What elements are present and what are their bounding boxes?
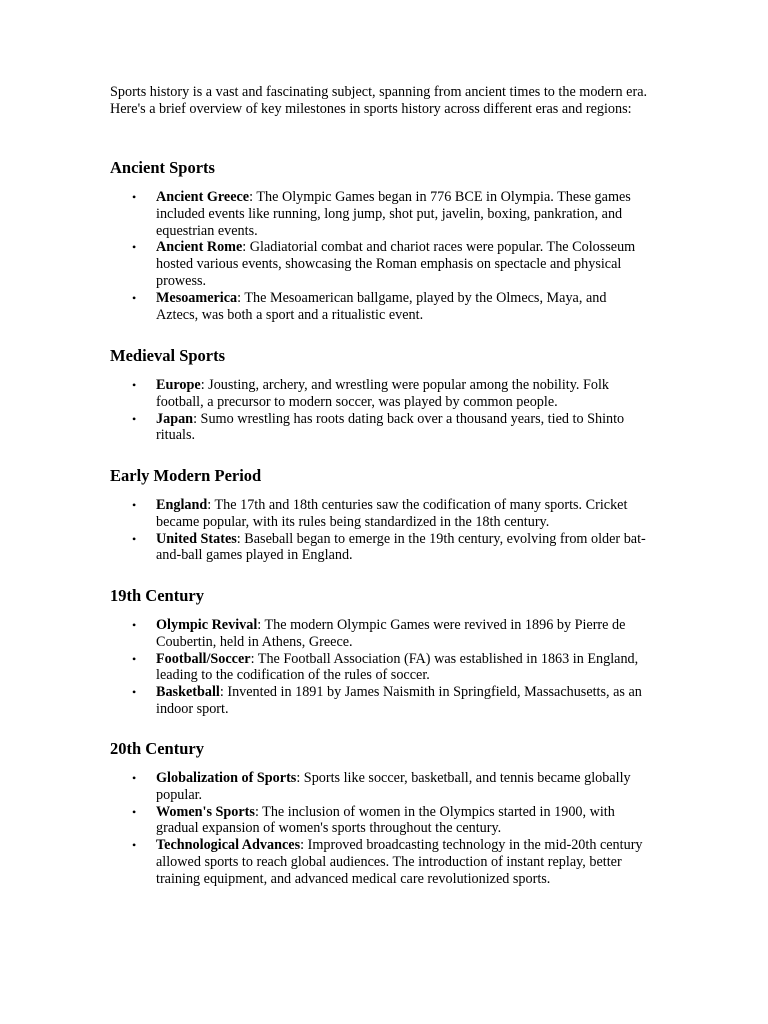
item-term: Mesoamerica [156, 289, 238, 306]
bullet-icon: • [132, 240, 137, 255]
section-list [110, 617, 650, 718]
section-heading: 19th Century [110, 586, 204, 605]
list-item [110, 411, 650, 445]
bullet-icon: • [132, 290, 137, 305]
bullet-icon: • [132, 498, 137, 512]
bullet-icon: • [132, 531, 137, 546]
item-description: : The 17th and 18th centuries saw the codification of many sports. Cricket became popular, with its rules being standardized in the 18th century. [156, 497, 628, 530]
item-term: Europe [156, 377, 201, 393]
section-heading: 20th Century [110, 739, 204, 758]
item-term: Ancient Greece [156, 189, 250, 205]
list-item [110, 531, 650, 565]
list-item [110, 290, 650, 324]
item-description: : Baseball began to emerge in the 19th century, evolving from older bat-and-ball games played in England. [156, 530, 646, 564]
list-item [110, 497, 650, 531]
item-description: : The Mesoamerican ballgame, played by the Olmecs, Maya, and Aztecs, was both a sport and a ritualistic event. [156, 289, 607, 323]
list-item [110, 189, 650, 239]
item-description: : The modern Olympic Games were revived in 1896 by Pierre de Coubertin, held in Athens, Greece. [156, 617, 626, 650]
bullet-icon: • [132, 838, 137, 853]
section-list [110, 189, 650, 323]
list-item [110, 770, 650, 804]
list-item [110, 804, 650, 838]
item-term: Globalization of Sports [156, 770, 297, 786]
item-term: Ancient Rome [156, 239, 243, 256]
bullet-icon: • [132, 190, 137, 204]
item-description: : Sports like soccer, basketball, and tennis became globally popular. [156, 770, 631, 803]
list-item [110, 684, 650, 718]
item-description: : Jousting, archery, and wrestling were popular among the nobility. Folk football, a precursor to modern soccer, was played by common people. [156, 377, 610, 410]
item-term: Women's Sports [156, 803, 255, 820]
item-description: : The Football Association (FA) was established in 1863 in England, leading to the codification of the rules of soccer. [156, 650, 639, 684]
list-item [110, 837, 650, 887]
item-term: Basketball [156, 684, 220, 701]
item-description: : The inclusion of women in the Olympics started in 1900, with gradual expansion of women's sports throughout the century. [156, 803, 615, 837]
item-term: Japan [156, 410, 194, 427]
bullet-icon: • [132, 651, 137, 666]
list-item [110, 617, 650, 651]
section-list [110, 770, 650, 888]
item-description: : Sumo wrestling has roots dating back over a thousand years, tied to Shinto rituals. [156, 410, 625, 444]
bullet-icon: • [132, 618, 137, 632]
document-page [110, 84, 650, 887]
intro-paragraph: Sports history is a vast and fascinating subject, spanning from ancient times to the modern era. Here's a brief overview of key milestones in sports history across different eras and regions: [110, 84, 648, 117]
section-list [110, 377, 650, 444]
item-description: : Gladiatorial combat and chariot races were popular. The Colosseum hosted various events, showcasing the Roman emphasis on spectacle and physical prowess. [156, 239, 636, 289]
section-heading: Medieval Sports [110, 346, 226, 365]
item-term: Football/Soccer [156, 650, 251, 667]
item-description: : Invented in 1891 by James Naismith in Springfield, Massachusetts, as an indoor sport. [156, 684, 642, 717]
section-heading: Ancient Sports [110, 158, 215, 177]
list-item [110, 651, 650, 685]
bullet-icon: • [132, 685, 137, 700]
item-term: Olympic Revival [156, 617, 258, 633]
section-heading: Early Modern Period [110, 466, 262, 485]
item-description: : The Olympic Games began in 776 BCE in Olympia. These games included events like running, long jump, shot put, javelin, boxing, pankration, and equestrian events. [156, 189, 631, 239]
item-term: England [156, 497, 208, 513]
item-term: United States [156, 530, 237, 547]
bullet-icon: • [132, 771, 137, 785]
list-item [110, 239, 650, 289]
item-term: Technological Advances [156, 837, 301, 854]
bullet-icon: • [132, 378, 137, 392]
item-description: : Improved broadcasting technology in the mid-20th century allowed sports to reach global audiences. The introduction of instant replay, better training equipment, and advanced medical care revolutionized sports. [156, 837, 643, 887]
bullet-icon: • [132, 804, 137, 819]
section-list [110, 497, 650, 564]
bullet-icon: • [132, 411, 137, 426]
list-item [110, 377, 650, 411]
